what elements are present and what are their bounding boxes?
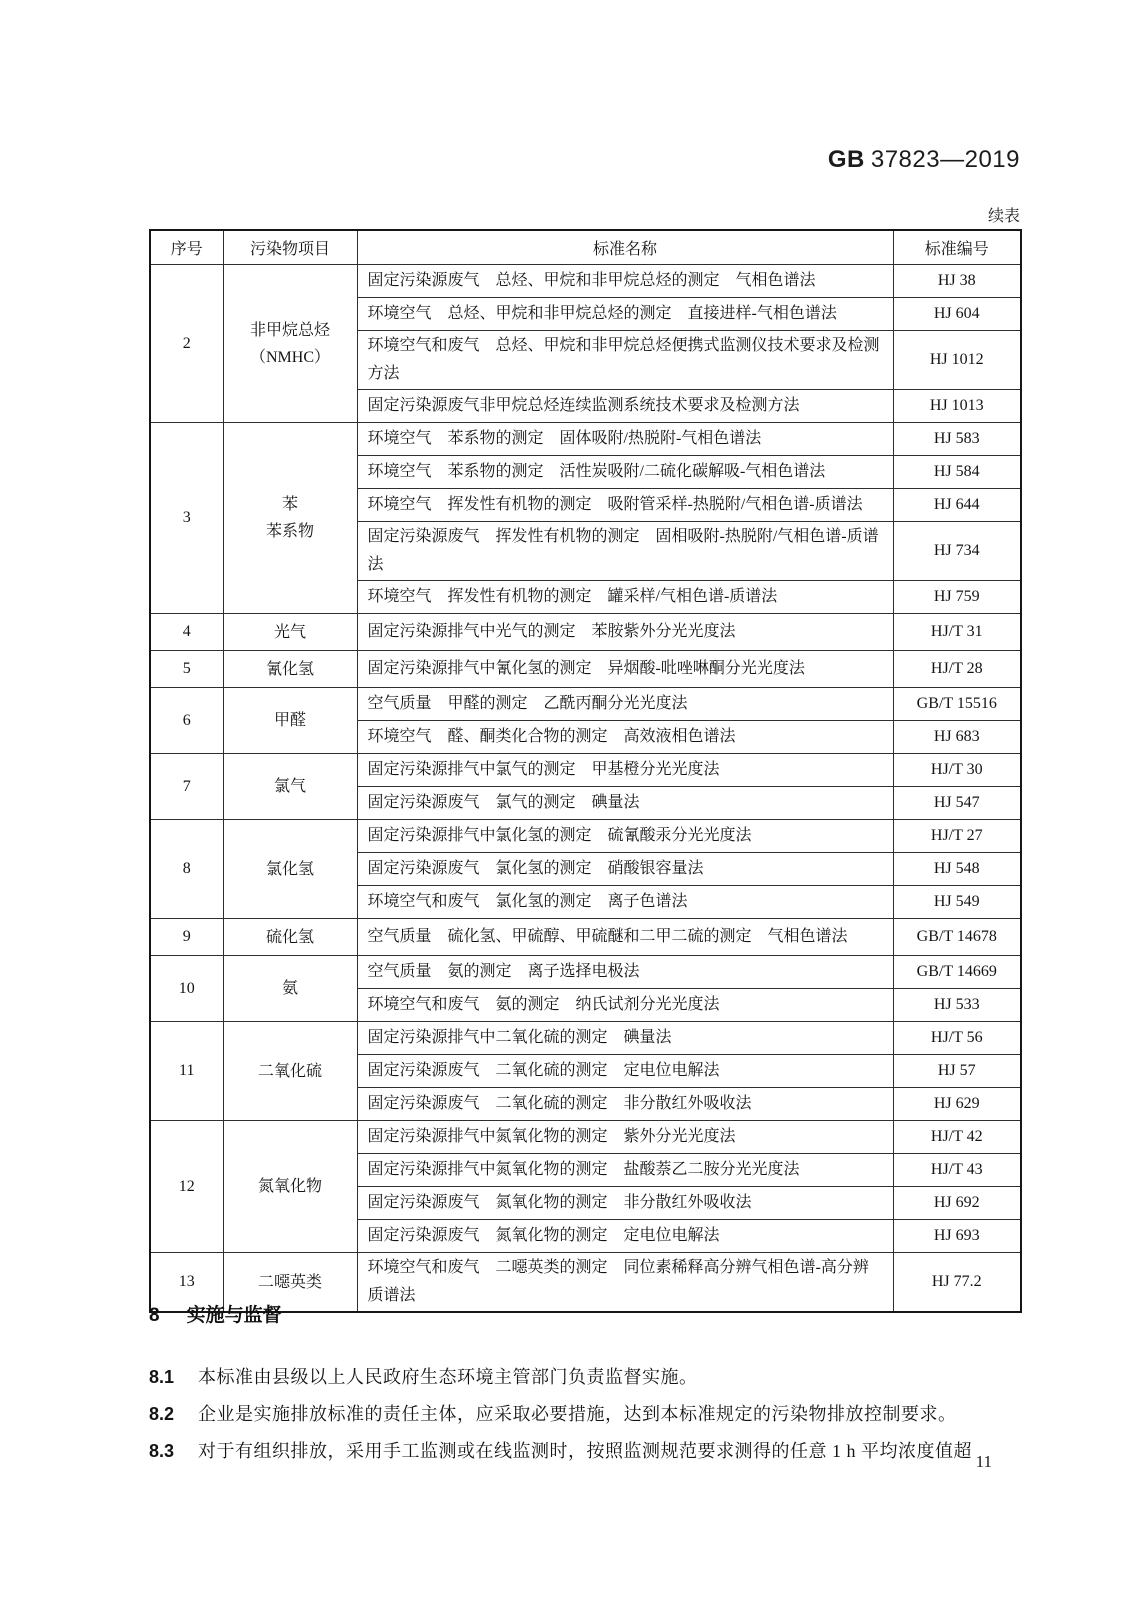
cell-seq-number: 12	[150, 1121, 223, 1253]
standard-code-number: 37823—2019	[870, 146, 1020, 173]
cell-seq-number: 10	[150, 956, 223, 1022]
paragraph-text: 企业是实施排放标准的责任主体，应采取必要措施，达到本标准规定的污染物排放控制要求。	[198, 1404, 957, 1424]
cell-standard-name: 环境空气和废气 二噁英类的测定 同位素稀释高分辨气相色谱-高分辨质谱法	[357, 1253, 893, 1313]
section-title: 实施与监督	[186, 1305, 282, 1326]
cell-standard-name: 固定污染源废气 挥发性有机物的测定 固相吸附-热脱附/气相色谱-质谱法	[357, 522, 893, 581]
cell-pollutant-item: 光气	[223, 614, 357, 651]
table-header-row	[150, 230, 1021, 265]
cell-seq-number: 5	[150, 651, 223, 688]
pollutant-standards-table	[149, 229, 1022, 1313]
table-row	[150, 614, 1021, 651]
cell-standard-code: HJ 57	[893, 1055, 1021, 1088]
cell-pollutant-item: 氰化氢	[223, 651, 357, 688]
section-paragraph-8.2	[149, 1396, 1027, 1433]
column-header-3: 标准编号	[893, 230, 1021, 265]
cell-standard-name: 固定污染源废气非甲烷总烃连续监测系统技术要求及检测方法	[357, 390, 893, 423]
table-row	[150, 423, 1021, 456]
cell-standard-name: 固定污染源排气中氯化氢的测定 硫氰酸汞分光光度法	[357, 820, 893, 853]
cell-standard-code: HJ 38	[893, 265, 1021, 298]
cell-standard-code: HJ 583	[893, 423, 1021, 456]
cell-standard-code: HJ 734	[893, 522, 1021, 581]
cell-standard-code: HJ/T 28	[893, 651, 1021, 688]
cell-standard-name: 固定污染源排气中氮氧化物的测定 盐酸萘乙二胺分光光度法	[357, 1154, 893, 1187]
cell-seq-number: 7	[150, 754, 223, 820]
cell-standard-code: HJ/T 42	[893, 1121, 1021, 1154]
cell-pollutant-item: 硫化氢	[223, 919, 357, 956]
paragraph-text: 对于有组织排放，采用手工监测或在线监测时，按照监测规范要求测得的任意 1 h 平均浓度值超	[198, 1441, 973, 1461]
cell-standard-code: HJ/T 30	[893, 754, 1021, 787]
cell-standard-code: HJ 629	[893, 1088, 1021, 1121]
cell-standard-code: HJ/T 31	[893, 614, 1021, 651]
cell-pollutant-item: 非甲烷总烃 （NMHC）	[223, 265, 357, 423]
cell-standard-name: 固定污染源废气 氮氧化物的测定 非分散红外吸收法	[357, 1187, 893, 1220]
cell-standard-name: 固定污染源排气中二氧化硫的测定 碘量法	[357, 1022, 893, 1055]
cell-standard-code: HJ 547	[893, 787, 1021, 820]
cell-seq-number: 9	[150, 919, 223, 956]
cell-seq-number: 13	[150, 1253, 223, 1313]
cell-pollutant-item: 二噁英类	[223, 1253, 357, 1313]
document-header	[149, 146, 1020, 174]
cell-standard-code: HJ 549	[893, 886, 1021, 919]
cell-standard-name: 环境空气 挥发性有机物的测定 吸附管采样-热脱附/气相色谱-质谱法	[357, 489, 893, 522]
cell-standard-code: HJ 1013	[893, 390, 1021, 423]
cell-standard-code: HJ 533	[893, 989, 1021, 1022]
paragraph-text: 本标准由县级以上人民政府生态环境主管部门负责监督实施。	[198, 1367, 698, 1387]
cell-standard-name: 环境空气 总烃、甲烷和非甲烷总烃的测定 直接进样-气相色谱法	[357, 298, 893, 331]
cell-standard-code: HJ/T 56	[893, 1022, 1021, 1055]
cell-standard-name: 固定污染源废气 总烃、甲烷和非甲烷总烃的测定 气相色谱法	[357, 265, 893, 298]
cell-standard-code: HJ/T 43	[893, 1154, 1021, 1187]
page-number: 11	[975, 1452, 992, 1471]
table-row	[150, 820, 1021, 853]
cell-standard-name: 环境空气 醛、酮类化合物的测定 高效液相色谱法	[357, 721, 893, 754]
cell-pollutant-item: 氯气	[223, 754, 357, 820]
cell-standard-name: 固定污染源排气中氮氧化物的测定 紫外分光光度法	[357, 1121, 893, 1154]
section-heading	[149, 1300, 1027, 1327]
cell-standard-name: 固定污染源废气 氯气的测定 碘量法	[357, 787, 893, 820]
table-row	[150, 651, 1021, 688]
cell-pollutant-item: 氨	[223, 956, 357, 1022]
cell-standard-name: 环境空气 苯系物的测定 固体吸附/热脱附-气相色谱法	[357, 423, 893, 456]
cell-standard-code: HJ 548	[893, 853, 1021, 886]
cell-standard-name: 环境空气 苯系物的测定 活性炭吸附/二硫化碳解吸-气相色谱法	[357, 456, 893, 489]
cell-pollutant-item: 氮氧化物	[223, 1121, 357, 1253]
section-number: 8	[149, 1305, 160, 1326]
cell-pollutant-item: 苯 苯系物	[223, 423, 357, 614]
column-header-1: 污染物项目	[223, 230, 357, 265]
cell-seq-number: 8	[150, 820, 223, 919]
table-row	[150, 688, 1021, 721]
table-row	[150, 265, 1021, 298]
cell-standard-name: 空气质量 硫化氢、甲硫醇、甲硫醚和二甲二硫的测定 气相色谱法	[357, 919, 893, 956]
table-row	[150, 919, 1021, 956]
cell-standard-name: 固定污染源废气 氮氧化物的测定 定电位电解法	[357, 1220, 893, 1253]
cell-standard-code: GB/T 14678	[893, 919, 1021, 956]
cell-standard-name: 环境空气和废气 氯化氢的测定 离子色谱法	[357, 886, 893, 919]
cell-standard-code: HJ 604	[893, 298, 1021, 331]
cell-standard-code: GB/T 14669	[893, 956, 1021, 989]
cell-standard-code: HJ 683	[893, 721, 1021, 754]
cell-seq-number: 4	[150, 614, 223, 651]
column-header-2: 标准名称	[357, 230, 893, 265]
cell-seq-number: 11	[150, 1022, 223, 1121]
standard-code-prefix: GB	[827, 146, 865, 173]
cell-standard-name: 固定污染源废气 二氧化硫的测定 定电位电解法	[357, 1055, 893, 1088]
table-row	[150, 956, 1021, 989]
table-row	[150, 1022, 1021, 1055]
cell-standard-name: 固定污染源排气中氯气的测定 甲基橙分光光度法	[357, 754, 893, 787]
column-header-0: 序号	[150, 230, 223, 265]
cell-standard-name: 环境空气和废气 总烃、甲烷和非甲烷总烃便携式监测仪技术要求及检测方法	[357, 331, 893, 390]
cell-standard-code: HJ 692	[893, 1187, 1021, 1220]
table-continued-label: 续表	[987, 208, 1020, 225]
cell-standard-name: 环境空气和废气 氨的测定 纳氏试剂分光光度法	[357, 989, 893, 1022]
section-paragraph-8.1	[149, 1359, 1027, 1396]
cell-standard-code: HJ 77.2	[893, 1253, 1021, 1313]
cell-standard-code: HJ 693	[893, 1220, 1021, 1253]
cell-standard-code: HJ 759	[893, 581, 1021, 614]
cell-standard-name: 固定污染源排气中氰化氢的测定 异烟酸-吡唑啉酮分光光度法	[357, 651, 893, 688]
table-row	[150, 754, 1021, 787]
section-implementation-supervision	[149, 1300, 1027, 1470]
cell-standard-name: 空气质量 氨的测定 离子选择电极法	[357, 956, 893, 989]
cell-seq-number: 2	[150, 265, 223, 423]
cell-standard-name: 空气质量 甲醛的测定 乙酰丙酮分光光度法	[357, 688, 893, 721]
table-row	[150, 1121, 1021, 1154]
cell-standard-code: HJ/T 27	[893, 820, 1021, 853]
cell-standard-code: HJ 584	[893, 456, 1021, 489]
cell-standard-name: 固定污染源排气中光气的测定 苯胺紫外分光光度法	[357, 614, 893, 651]
cell-standard-code: HJ 644	[893, 489, 1021, 522]
cell-standard-code: GB/T 15516	[893, 688, 1021, 721]
cell-pollutant-item: 二氧化硫	[223, 1022, 357, 1121]
cell-seq-number: 3	[150, 423, 223, 614]
cell-standard-name: 固定污染源废气 氯化氢的测定 硝酸银容量法	[357, 853, 893, 886]
cell-standard-name: 环境空气 挥发性有机物的测定 罐采样/气相色谱-质谱法	[357, 581, 893, 614]
paragraph-number: 8.2	[149, 1404, 175, 1424]
paragraph-number: 8.1	[149, 1367, 175, 1387]
cell-standard-code: HJ 1012	[893, 331, 1021, 390]
cell-standard-name: 固定污染源废气 二氧化硫的测定 非分散红外吸收法	[357, 1088, 893, 1121]
paragraph-number: 8.3	[149, 1441, 175, 1461]
cell-seq-number: 6	[150, 688, 223, 754]
cell-pollutant-item: 甲醛	[223, 688, 357, 754]
cell-pollutant-item: 氯化氢	[223, 820, 357, 919]
